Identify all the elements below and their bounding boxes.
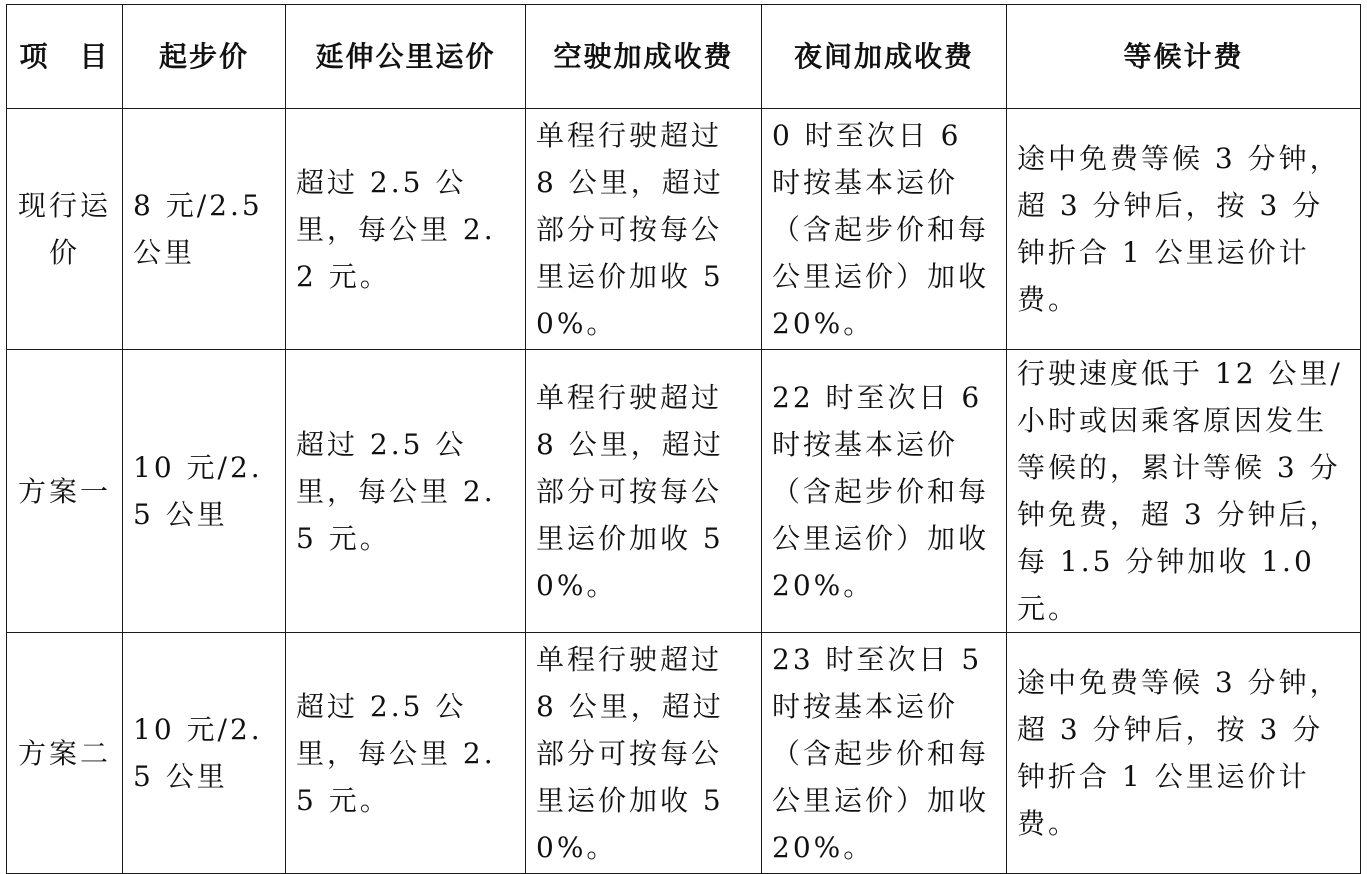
extended-rate-cell: 超过 2.5 公里，每公里 2.2 元。 <box>286 109 526 350</box>
table-row <box>7 109 1361 350</box>
fare-comparison-table <box>6 4 1361 874</box>
header-night-surcharge: 夜间加成收费 <box>762 5 1007 109</box>
row-label: 方案二 <box>7 633 123 874</box>
row-label: 方案一 <box>7 350 123 633</box>
extended-rate-cell: 超过 2.5 公里，每公里 2.5 元。 <box>286 633 526 874</box>
waiting-fee-cell: 行驶速度低于 12 公里/小时或因乘客原因发生等候的，累计等候 3 分钟免费，超 3 分钟后，每 1.5 分钟加收 1.0 元。 <box>1007 350 1361 633</box>
empty-return-cell: 单程行驶超过 8 公里，超过部分可按每公里运价加收 50%。 <box>526 633 762 874</box>
empty-return-cell: 单程行驶超过 8 公里，超过部分可按每公里运价加收 50%。 <box>526 350 762 633</box>
header-row <box>7 5 1361 109</box>
table-row <box>7 633 1361 874</box>
night-surcharge-cell: 23 时至次日 5 时按基本运价（含起步价和每公里运价）加收 20%。 <box>762 633 1007 874</box>
header-empty-return-surcharge: 空驶加成收费 <box>526 5 762 109</box>
start-price-cell: 10 元/2.5 公里 <box>123 633 286 874</box>
table-row <box>7 350 1361 633</box>
row-label: 现行运价 <box>7 109 123 350</box>
extended-rate-cell: 超过 2.5 公里，每公里 2.5 元。 <box>286 350 526 633</box>
empty-return-cell: 单程行驶超过 8 公里，超过部分可按每公里运价加收 50%。 <box>526 109 762 350</box>
start-price-cell: 8 元/2.5 公里 <box>123 109 286 350</box>
header-waiting-fee: 等候计费 <box>1007 5 1361 109</box>
night-surcharge-cell: 22 时至次日 6 时按基本运价（含起步价和每公里运价）加收 20%。 <box>762 350 1007 633</box>
waiting-fee-cell: 途中免费等候 3 分钟，超 3 分钟后，按 3 分钟折合 1 公里运价计费。 <box>1007 633 1361 874</box>
header-extended-rate: 延伸公里运价 <box>286 5 526 109</box>
waiting-fee-cell: 途中免费等候 3 分钟，超 3 分钟后，按 3 分钟折合 1 公里运价计费。 <box>1007 109 1361 350</box>
night-surcharge-cell: 0 时至次日 6 时按基本运价（含起步价和每公里运价）加收 20%。 <box>762 109 1007 350</box>
header-start-price: 起步价 <box>123 5 286 109</box>
start-price-cell: 10 元/2.5 公里 <box>123 350 286 633</box>
header-item: 项 目 <box>7 5 123 109</box>
